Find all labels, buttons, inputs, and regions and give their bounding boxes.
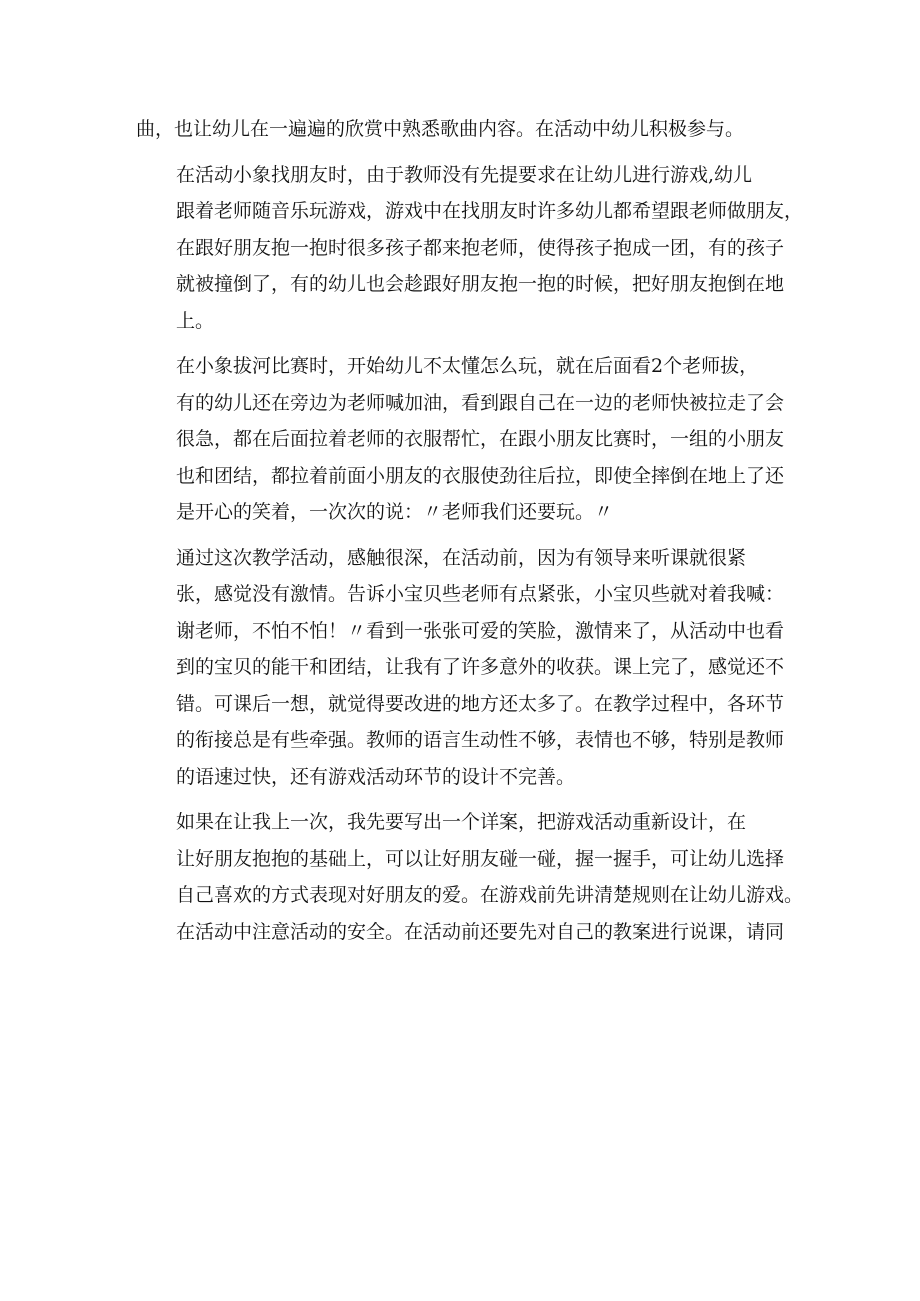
text-line: 也和团结，都拉着前面小朋友的衣服使劲往后拉，即使全摔倒在地上了还 <box>176 464 785 487</box>
text-line: 的衔接总是有些牵强。教师的语言生动性不够，表情也不够，特别是教师 <box>176 729 785 751</box>
paragraph-3 <box>136 348 796 531</box>
text-line: 张，感觉没有激情。告诉小宝贝些老师有点紧张，小宝贝些就对着我喊： <box>176 583 785 605</box>
text-line: 在跟好朋友抱一抱时很多孩子都来抱老师，使得孩子抱成一团，有的孩子 <box>176 236 785 259</box>
text-line: 自己喜欢的方式表现对好朋友的爱。在游戏前先讲清楚规则在让幼儿游戏。 <box>176 884 804 906</box>
text-line: 在小象拔河比赛时，开始幼儿不太懂怎么玩，就在后面看2个老师拔， <box>176 355 759 377</box>
text-line: 让好朋友抱抱的基础上，可以让好朋友碰一碰，握一握手，可让幼儿选择 <box>176 847 785 870</box>
text-line: 如果在让我上一次，我先要写出一个详案，把游戏活动重新设计，在 <box>176 811 747 833</box>
text-line: 错。可课后一想，就觉得要改进的地方还太多了。在教学过程中，各环节 <box>176 692 785 715</box>
text-line: 到的宝贝的能干和团结，让我有了许多意外的收获。课上完了，感觉还不 <box>176 656 785 678</box>
paragraph-1 <box>136 111 796 148</box>
text-line: 通过这次教学活动，感触很深，在活动前，因为有领导来听课就很紧 <box>176 546 747 569</box>
text-line: 上。 <box>176 309 215 332</box>
text-line: 在活动中注意活动的安全。在活动前还要先对自己的教案进行说课，请同 <box>176 920 785 943</box>
document-page <box>136 111 804 959</box>
text-line: 的语速过快，还有游戏活动环节的设计不完善。 <box>176 765 576 788</box>
paragraph-4 <box>136 540 796 796</box>
text-line: 跟着老师随音乐玩游戏，游戏中在找朋友时许多幼儿都希望跟老师做朋友， <box>176 200 804 222</box>
text-line: 曲，也让幼儿在一遍遍的欣赏中熟悉歌曲内容。在活动中幼儿积极参与。 <box>136 118 745 140</box>
paragraph-5 <box>136 804 804 950</box>
text-line: 就被撞倒了，有的幼儿也会趁跟好朋友抱一抱的时候，把好朋友抱倒在地 <box>176 273 785 295</box>
paragraph-2 <box>136 157 804 340</box>
text-line: 有的幼儿还在旁边为老师喊加油，看到跟自己在一边的老师快被拉走了会 <box>176 391 785 414</box>
text-line: 很急，都在后面拉着老师的衣服帮忙，在跟小朋友比赛时，一组的小朋友 <box>176 428 785 450</box>
text-line: 谢老师，不怕不怕！〃看到一张张可爱的笑脸，激情来了，从活动中也看 <box>176 619 785 642</box>
text-line: 在活动小象找朋友时，由于教师没有先提要求在让幼儿进行游戏,幼儿 <box>176 163 753 186</box>
text-line: 是开心的笑着，一次次的说：〃老师我们还要玩。〃 <box>176 501 614 523</box>
